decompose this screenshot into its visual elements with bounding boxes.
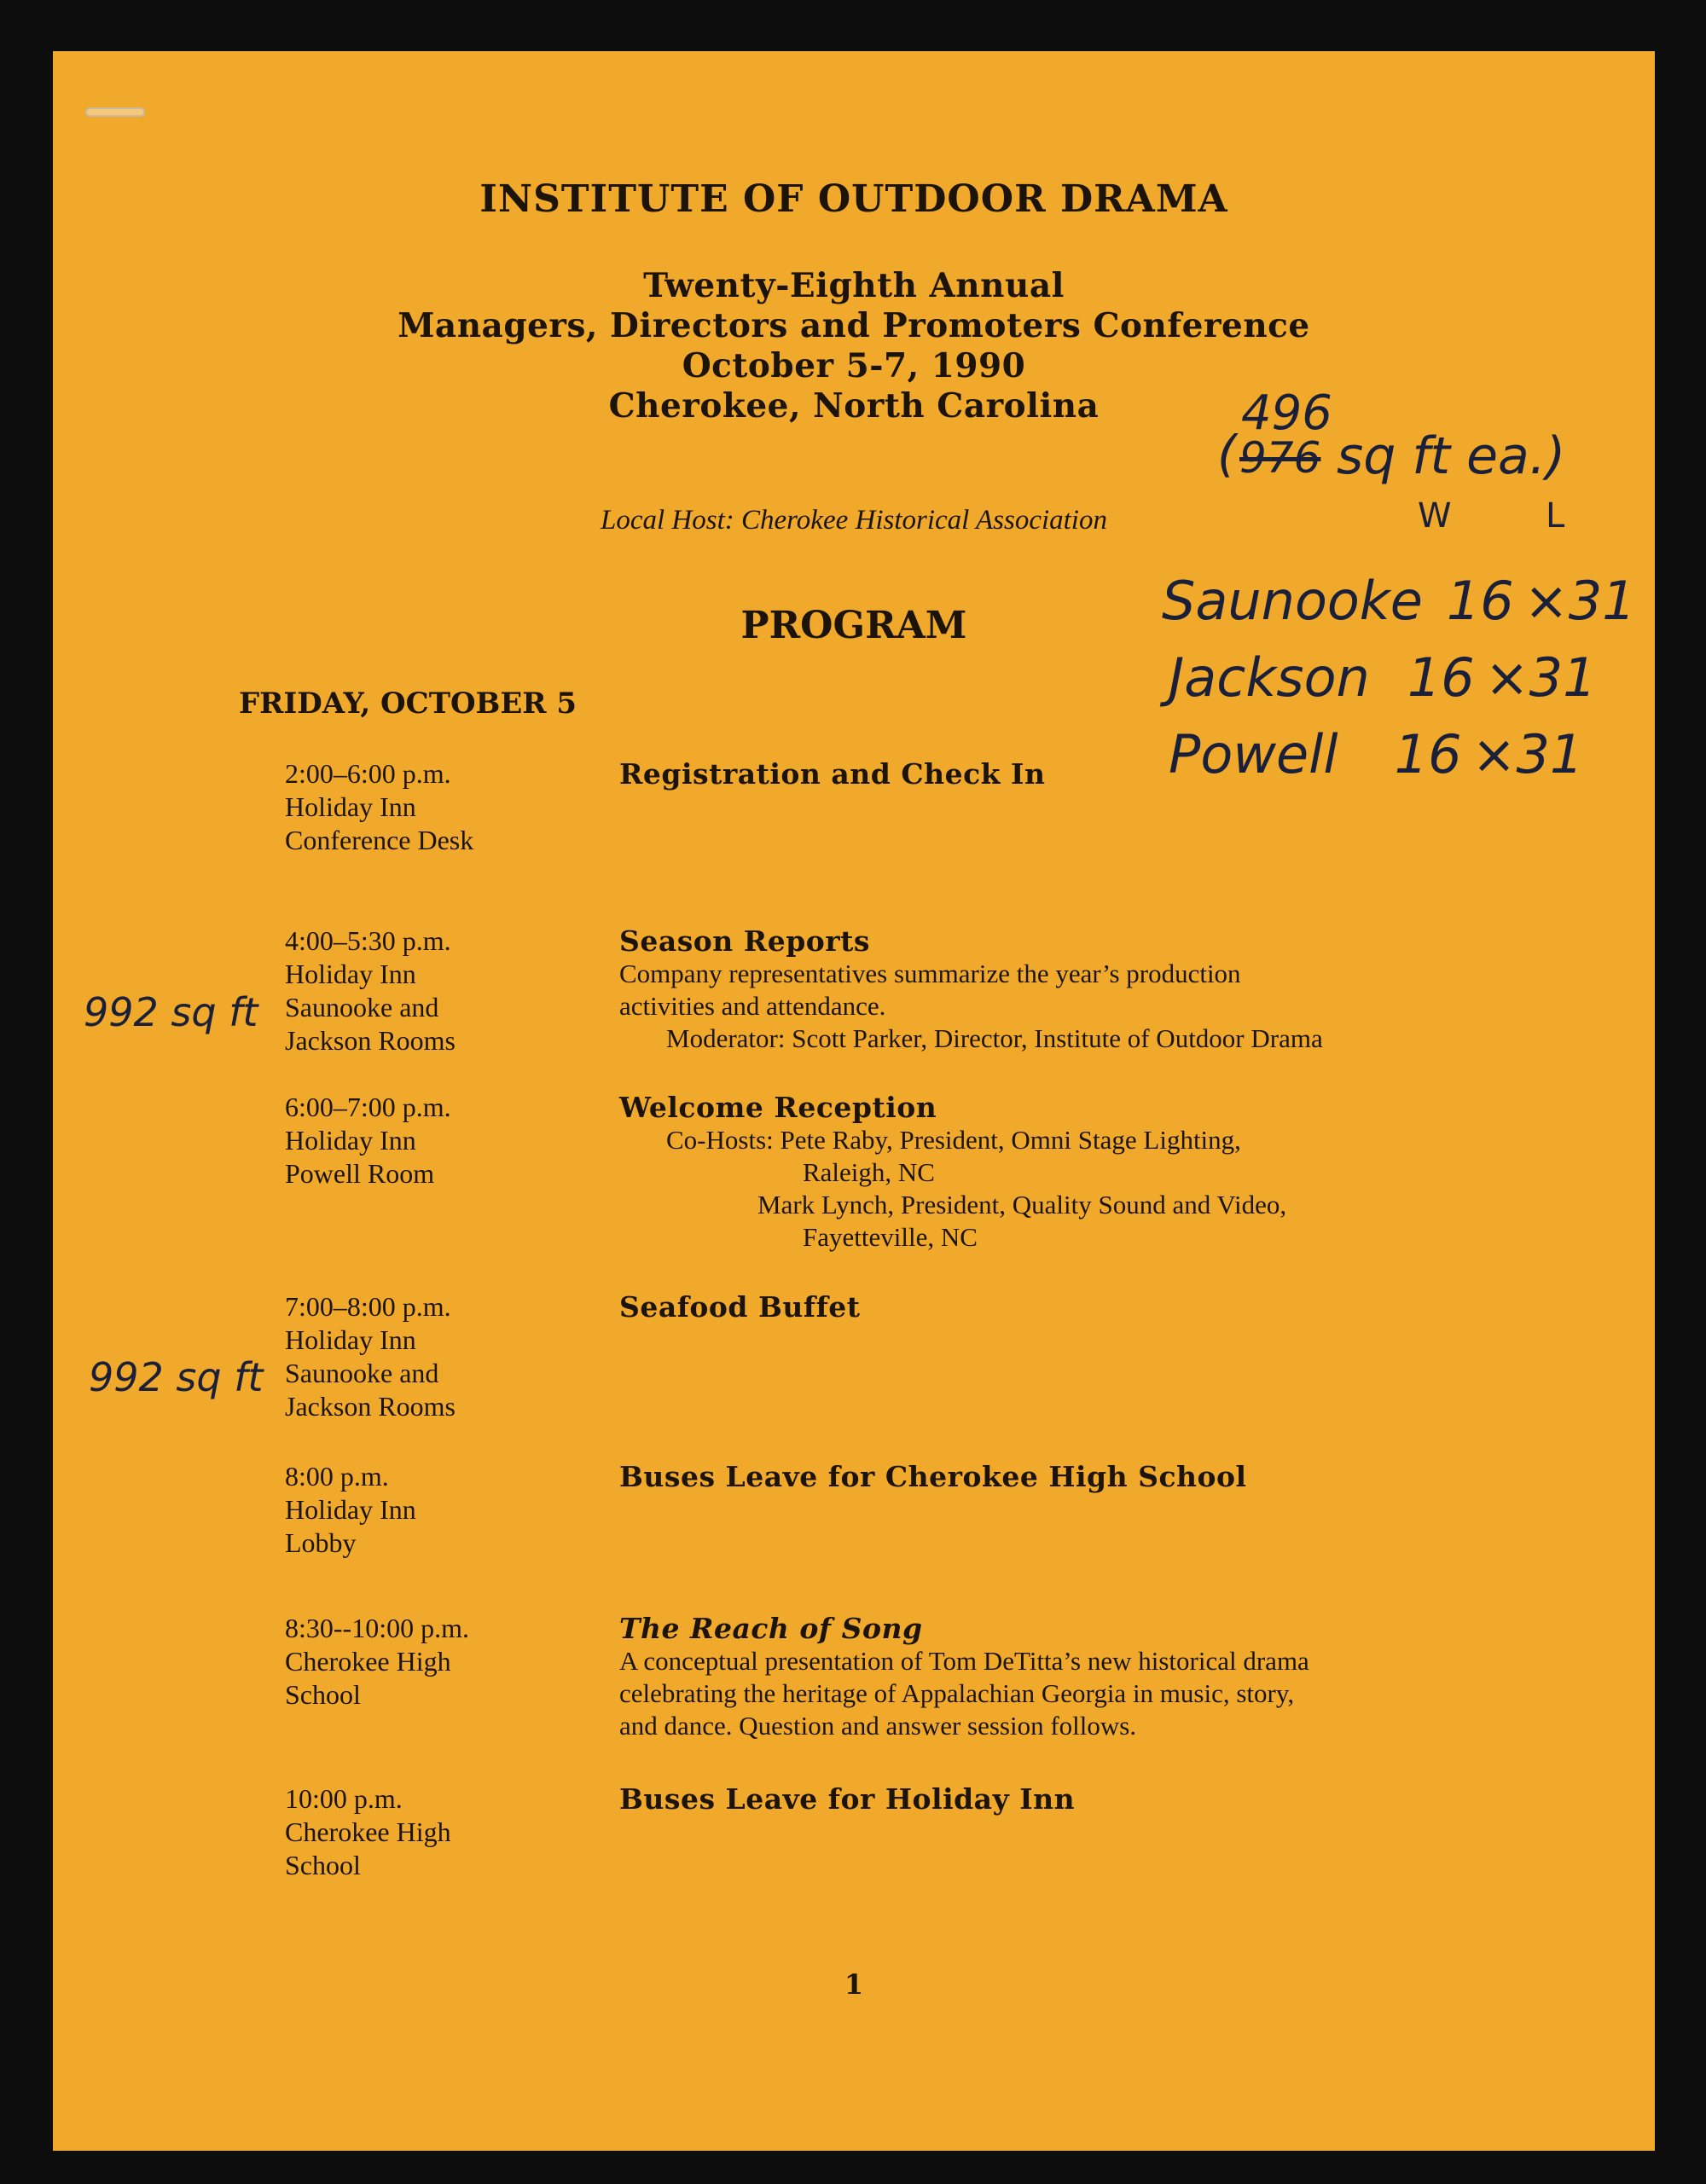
event-cohost: Mark Lynch, President, Quality Sound and Video,	[757, 1190, 1287, 1219]
event-moderator: Moderator: Scott Parker, Director, Institute of Outdoor Drama	[666, 1023, 1323, 1053]
handwritten-area-value: 496	[1241, 385, 1332, 441]
program-heading: PROGRAM	[740, 604, 967, 647]
schedule-event	[619, 1612, 1309, 1742]
event-description: Company representatives summarize the year’s production	[619, 959, 1241, 988]
conference-name: Managers, Directors and Promoters Conference	[397, 306, 1310, 345]
event-title: Registration and Check In	[619, 757, 1046, 791]
document-title: INSTITUTE OF OUTDOOR DRAMA	[479, 177, 1228, 221]
staple-mark	[85, 107, 145, 117]
handwritten-room-row: Powell 16 ×31	[1169, 723, 1584, 785]
schedule-time: 10:00 p.m. Cherokee High School	[285, 1783, 451, 1880]
schedule-event	[619, 1091, 1286, 1254]
day-heading: FRIDAY, OCTOBER 5	[239, 686, 577, 721]
event-title: Season Reports	[619, 924, 870, 958]
conference-location: Cherokee, North Carolina	[608, 386, 1100, 426]
schedule-event	[619, 924, 1323, 1055]
schedule-event	[619, 1290, 861, 1324]
conference-subtitle: Twenty-Eighth Annual	[643, 266, 1065, 305]
schedule-time: 2:00–6:00 p.m. Holiday Inn Conference Desk	[285, 758, 474, 855]
event-title: Buses Leave for Holiday Inn	[619, 1782, 1076, 1816]
handwritten-area-unit: sq ft ea.)	[1337, 426, 1566, 486]
schedule-time: 6:00–7:00 p.m. Holiday Inn Powell Room	[285, 1092, 451, 1189]
schedule-time: 8:00 p.m. Holiday Inn Lobby	[285, 1461, 416, 1558]
handwritten-room-row: Saunooke 16 ×31	[1162, 570, 1636, 632]
event-cohost-city: Raleigh, NC	[803, 1157, 935, 1187]
event-description: activities and attendance.	[619, 991, 886, 1021]
handwritten-margin-note: 992 sq ft	[89, 1354, 264, 1400]
schedule-time: 4:00–5:30 p.m. Holiday Inn Saunooke and Jackson Rooms	[285, 925, 456, 1056]
handwritten-col-l: L	[1546, 496, 1565, 536]
event-title: Buses Leave for Cherokee High School	[619, 1460, 1247, 1493]
document-page	[53, 51, 1655, 2151]
local-host: Local Host: Cherokee Historical Association	[601, 505, 1107, 536]
event-title: Welcome Reception	[619, 1091, 937, 1124]
event-cohost-city: Fayetteville, NC	[803, 1222, 978, 1252]
handwritten-room-row: Jackson 16 ×31	[1169, 646, 1597, 709]
event-description: A conceptual presentation of Tom DeTitta’s new historical drama	[619, 1646, 1309, 1676]
schedule-time: 7:00–8:00 p.m. Holiday Inn Saunooke and Jackson Rooms	[285, 1291, 456, 1422]
handwritten-margin-note: 992 sq ft	[84, 989, 258, 1035]
conference-dates: October 5-7, 1990	[682, 346, 1026, 385]
event-description: celebrating the heritage of Appalachian Georgia in music, story,	[619, 1678, 1295, 1708]
handwritten-col-w: W	[1418, 496, 1452, 536]
event-description: and dance. Question and answer session follows.	[619, 1711, 1137, 1741]
handwritten-struck-value: 976	[1239, 433, 1321, 483]
schedule-event	[619, 1782, 1075, 1816]
schedule-event	[619, 1460, 1247, 1493]
page-number: 1	[844, 1968, 864, 2001]
event-cohost: Co-Hosts: Pete Raby, President, Omni Stage Lighting,	[666, 1125, 1241, 1155]
schedule-time: 8:30--10:00 p.m. Cherokee High School	[285, 1613, 469, 1710]
event-title: Seafood Buffet	[619, 1290, 861, 1324]
handwritten-open-paren: (	[1217, 425, 1237, 483]
schedule-event	[619, 757, 1045, 791]
event-title: The Reach of Song	[619, 1612, 923, 1645]
